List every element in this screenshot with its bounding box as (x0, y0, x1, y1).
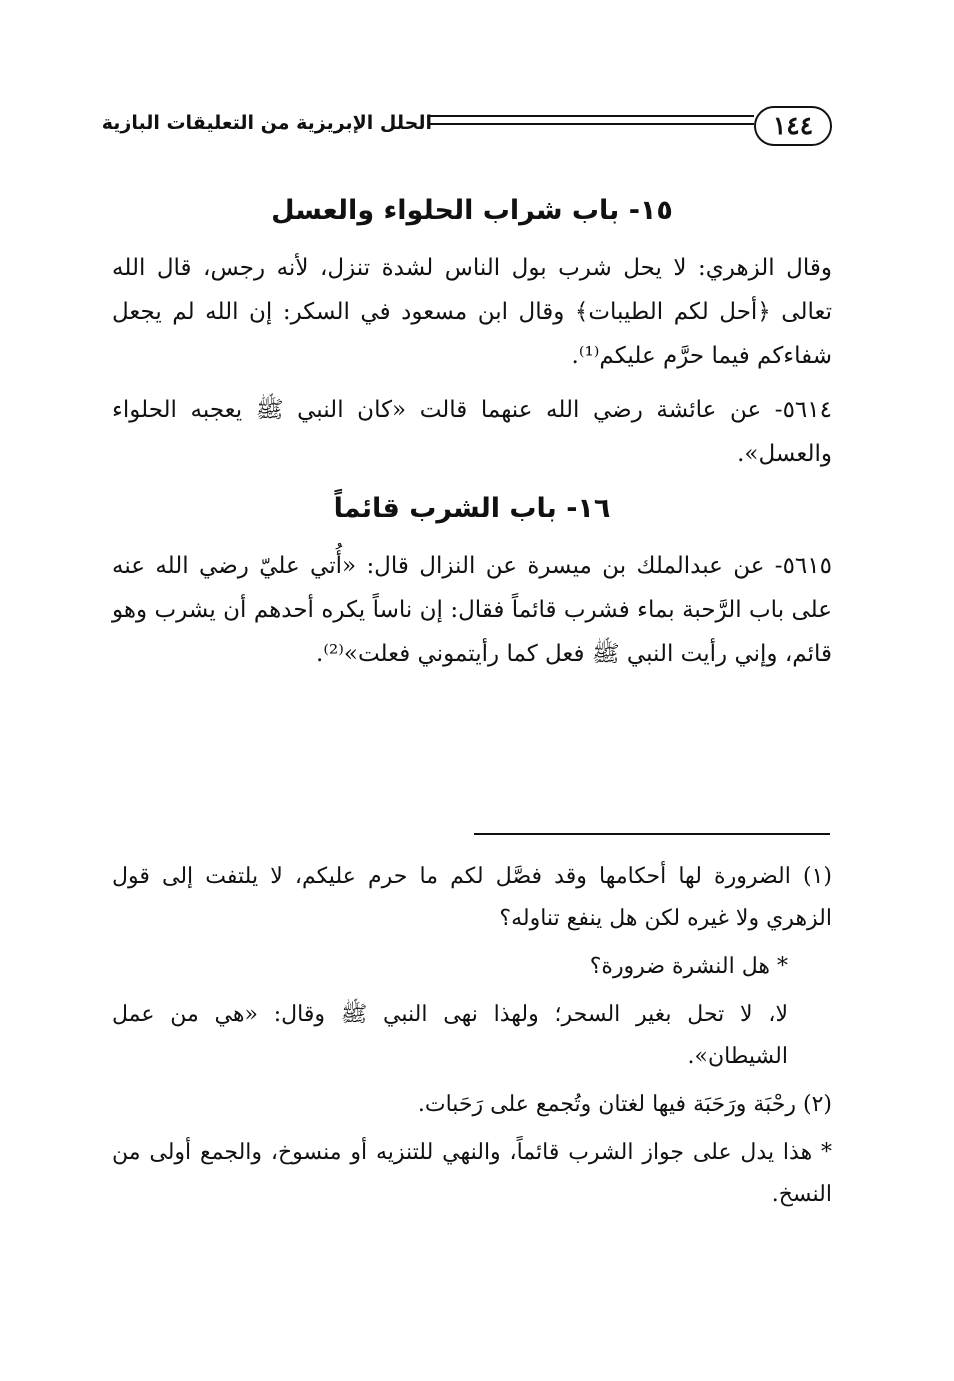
footnotes (112, 856, 832, 1222)
header-rule (430, 115, 754, 125)
footnote-1-question: * هل النشرة ضرورة؟ (589, 954, 788, 979)
page-number: ١٤٤ (754, 106, 832, 146)
footnote-1-answer: لا، لا تحل بغير السحر؛ ولهذا نهى النبي ﷺ وقال: «هي من عمل الشيطان». (112, 1002, 788, 1069)
footnote-1: (١) الضرورة لها أحكامها وقد فصَّل لكم ما حرم عليكم، لا يلتفت إلى قول الزهري ولا غيره لكن هل ينفع تناوله؟ (112, 864, 832, 931)
hadith-5615: ٥٦١٥- عن عبدالملك بن ميسرة عن النزال قال: «أُتي عليّ رضي الله عنه على باب الرَّحبة بماء فشرب قائماً فقال: إن ناساً يكره أحدهم أن يشرب وهو قائم، وإني رأيت النبي ﷺ فعل كما رأيتموني فعلت»⁽²⁾. (112, 553, 832, 667)
chapter-heading-16: ١٦- باب الشرب قائماً (333, 493, 611, 524)
footnote-2: (٢) رحْبَة ورَحَبَة فيها لغتان وتُجمع على رَحَبات. (417, 1092, 832, 1117)
running-title: الحلل الإبريزية من التعليقات البازية (101, 112, 432, 134)
footnote-2-note: * هذا يدل على جواز الشرب قائماً، والنهي للتنزيه أو منسوخ، والجمع أولى من النسخ. (112, 1140, 832, 1207)
footnote-separator (474, 833, 830, 835)
hadith-5614: ٥٦١٤- عن عائشة رضي الله عنهما قالت «كان النبي ﷺ يعجبه الحلواء والعسل». (112, 397, 832, 467)
page-header (101, 100, 832, 156)
paragraph-zuhri: وقال الزهري: لا يحل شرب بول الناس لشدة تنزل، لأنه رجس، قال الله تعالى ﴿أحل لكم الطيبات﴾ وقال ابن مسعود في السكر: إن الله لم يجعل شفاءكم فيما حرَّم عليكم⁽¹⁾. (112, 255, 832, 369)
chapter-heading-15: ١٥- باب شراب الحلواء والعسل (271, 195, 673, 226)
main-text (112, 188, 832, 686)
